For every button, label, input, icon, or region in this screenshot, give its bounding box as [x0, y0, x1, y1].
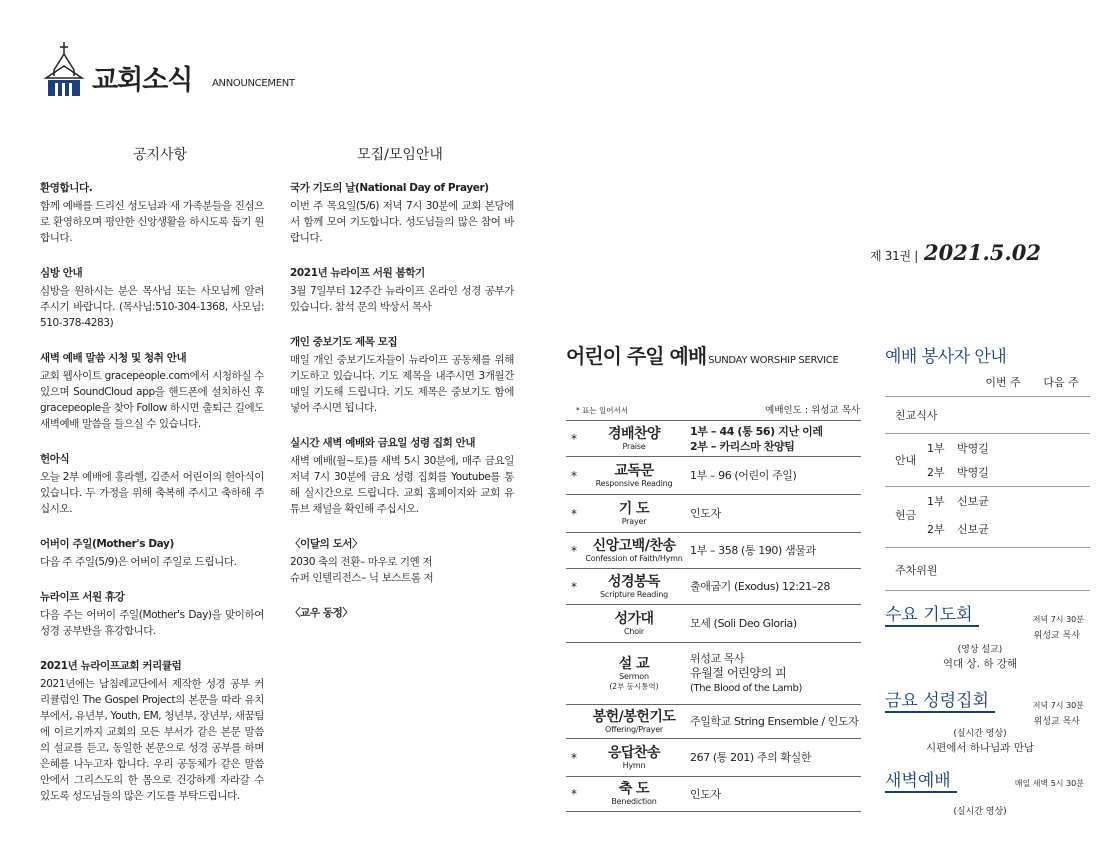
notice-title: 헌아식 [40, 453, 70, 465]
staff-fellowship [885, 397, 1090, 434]
meeting-title: 금요 성령집회 [885, 686, 995, 713]
order-name-en: Confession of Faith/Hymn [585, 553, 683, 563]
order-name: 기 도 [618, 500, 650, 517]
notice-title: 어버이 주일(Mother's Day) [40, 538, 174, 550]
meeting-line: 시편에서 하나님과 만남 [925, 742, 1035, 754]
order-name: 교독문 [614, 462, 654, 479]
order-row [566, 568, 861, 604]
notice-title: 새벽 예배 말씀 시청 및 청취 안내 [40, 352, 187, 364]
usher-name: 박영길 [957, 466, 989, 479]
recruit-title: 〈이달의 도서〉 [290, 538, 363, 550]
order-desc: 주일학교 String Ensemble / 인도자 [690, 715, 859, 728]
order-name: 성가대 [614, 610, 654, 627]
order-name: 경배찬양 [607, 425, 661, 442]
notice-body: 심방을 원하시는 분은 목사님 또는 사모님께 알려 주시기 바랍니다. (목사님:510-304-1368, 사모님: 510-378-4283) [40, 285, 264, 329]
order-name: 신앙고백/찬송 [592, 537, 676, 554]
order-desc: 출애굽기 (Exodus) 12:21–28 [690, 580, 831, 593]
recruit-body: 2030 축의 전환– 마우로 기옌 저 슈퍼 인텔리전스– 닉 보스트롬 저 [290, 556, 434, 584]
meeting-leader: 위성교 목사 [1033, 717, 1080, 727]
church-icon [42, 42, 86, 98]
order-desc: 1부 – 358 (통 190) 샘물과 [690, 544, 816, 557]
next-week-label: 다음 주 [1043, 376, 1079, 389]
order-desc: 모세 (Soli Deo Gloria) [690, 617, 797, 630]
stand-mark: * [571, 543, 577, 558]
offering-name: 신보균 [957, 523, 989, 536]
meeting-title: 새벽예배 [885, 766, 957, 793]
order-name-en: Benediction [611, 797, 657, 806]
order-name-en: Hymn [622, 760, 646, 770]
offering-part: 1부 [927, 495, 945, 508]
order-name-en: Sermon [619, 671, 649, 681]
service-title [566, 340, 839, 369]
staff-offering [885, 487, 1090, 548]
staff-table [885, 370, 1090, 591]
recruit-item [290, 605, 514, 621]
recruit-title: 2021년 뉴라이프 서원 봄학기 [290, 267, 425, 279]
order-row [566, 642, 861, 704]
order-row [566, 494, 861, 532]
order-name: 응답찬송 [607, 744, 661, 761]
recruit-item [290, 334, 514, 416]
notice-item [40, 658, 264, 804]
notice-item [40, 589, 264, 639]
service-subtitle: SUNDAY WORSHIP SERVICE [708, 355, 839, 366]
notice-title: 뉴라이프 서원 휴강 [40, 591, 125, 603]
notice-title: 환영합니다. [40, 182, 93, 194]
staff-usher [885, 434, 1090, 487]
recruit-body: 새벽 예배(월~토)를 새벽 5시 30분에, 매주 금요일 저녁 7시 30분에 금요 성령 집회를 Youtube를 통해 실시간으로 드립니다. 교회 홈페이지와 교회 유튜브 채널을 확인해 주십시오. [290, 455, 514, 515]
page-subtitle: ANNOUNCEMENT [212, 78, 295, 89]
order-row [566, 704, 861, 738]
recruit-title: 개인 중보기도 제목 모집 [290, 336, 398, 348]
order-name-en: Praise [622, 441, 646, 451]
recruit-title: 국가 기도의 날(National Day of Prayer) [290, 182, 489, 194]
stand-mark: * [571, 579, 577, 594]
meeting-title: 수요 기도회 [885, 600, 979, 627]
order-row [566, 456, 861, 494]
order-desc: 유월절 어린양의 피 [690, 666, 787, 680]
wednesday-prayer [885, 600, 1090, 670]
usher-part: 1부 [927, 442, 945, 455]
notice-body: 다음 주는 어버이 주일(Mother's Day)을 맞이하여 성경 공부반을 휴강합니다. [40, 609, 264, 637]
order-name-en: Responsive Reading [595, 478, 673, 488]
service-leader: 예배인도 : 위성교 목사 [765, 405, 860, 416]
order-name: 설 교 [618, 655, 650, 672]
dawn-service [885, 766, 1090, 826]
meeting-line: (영상 설교) [957, 645, 1003, 655]
usher-part: 2부 [927, 466, 945, 479]
notice-body: 다음 주 주일(5/9)은 어버이 주일로 드립니다. [40, 556, 237, 568]
recruit-body: 이번 주 목요일(5/6) 저녁 7시 30분에 교회 본당에서 함께 모여 기도합니다. 성도님들의 많은 참여 바랍니다. [290, 200, 514, 244]
order-name: 축 도 [618, 781, 650, 797]
order-row [566, 532, 861, 568]
order-name-en: Offering/Prayer [604, 724, 664, 734]
recruit-body: 매일 개인 중보기도자들이 뉴라이프 공동체를 위해 기도하고 있습니다. 기도 제목을 내주시면 3개월간 매일 기도해 드립니다. 기도 제목은 중보기도 함에 넣어 주시면 됩니다. [290, 354, 514, 414]
recruit-title: 〈교우 동정〉 [290, 607, 353, 619]
service-title-text: 어린이 주일 예배 [566, 344, 707, 368]
notice-body: 교회 웹사이트 gracepeople.com에서 시청하실 수 있으며 SoundCloud app을 핸드폰에 설치하신 후 gracepeople을 찾아 Follow 하시면 출퇴근 길에도 새벽예배 말씀을 들으실 수 있습니다. [40, 370, 264, 430]
notice-body: 2021년에는 남침례교단에서 제작한 성경 공부 커리큘럼인 The Gospel Project의 본문을 따라 유치부에서, 유년부, Youth, EM, 청년부, 장년부, 새꿈팀에 이르기까지 교회의 모든 부서가 같은 본문 말씀의 설교를 듣고, 동일한 본문으로 성경 공부를 하며 은혜를 나누고자 합니다. 우리 공동체가 같은 말씀 안에서 그리스도의 한 몸으로 건강하게 자라갈 수 있도록 성도님들의 많은 기도를 부탁드립니다. [40, 678, 264, 802]
order-desc: (The Blood of the Lamb) [690, 683, 802, 694]
usher-name: 박영길 [957, 442, 989, 455]
issue-volume: 제 31권 | [870, 249, 919, 263]
staff-parking [885, 548, 1090, 591]
recruit-heading: 모집/모임안내 [357, 147, 443, 163]
order-name: 봉헌/봉헌기도 [592, 708, 676, 725]
fellowship-label: 친교식사 [895, 409, 938, 422]
meeting-time: 매일 새벽 5시 30분 [1014, 779, 1084, 788]
order-name-note: (2부 동시통역) [609, 681, 659, 691]
page-title: 교회소식 [92, 65, 193, 96]
this-week-label: 이번 주 [985, 376, 1021, 389]
stand-mark: * [571, 787, 577, 801]
recruit-item [290, 536, 514, 586]
notice-item [40, 451, 264, 517]
staff-header [885, 370, 1090, 397]
order-name: 성경봉독 [607, 573, 661, 590]
notice-item [40, 265, 264, 331]
stand-mark: * [571, 431, 577, 446]
order-desc: 위성교 목사 [690, 652, 745, 665]
order-name-en: Choir [623, 626, 645, 636]
friday-meeting [885, 686, 1090, 756]
stand-mark: * [571, 750, 577, 765]
recruit-title: 실시간 새벽 예배와 금요일 성령 집회 안내 [290, 437, 476, 449]
issue-info [870, 240, 1041, 265]
meeting-time: 저녁 7시 30분 [1032, 615, 1084, 624]
notices-heading: 공지사항 [132, 147, 188, 163]
notice-title: 심방 안내 [40, 267, 83, 279]
meeting-time: 저녁 7시 30분 [1032, 701, 1084, 710]
parking-label: 주차위원 [895, 564, 938, 577]
meeting-line: (실시간 영상) [953, 729, 1007, 739]
order-desc: 1부 – 96 (어린이 주일) [690, 469, 797, 482]
order-desc: 인도자 [690, 507, 721, 520]
staff-title: 예배 봉사자 안내 [885, 347, 1007, 367]
stand-mark: * [571, 506, 577, 521]
recruit-item [290, 265, 514, 315]
notice-item [40, 180, 264, 246]
meeting-line: (실시간 영상) [953, 807, 1007, 817]
notice-body: 함께 예배를 드리신 성도님과 새 가족분들을 진심으로 환영하오며 평안한 신앙생활을 하시도록 돕기 원합니다. [40, 200, 264, 244]
offering-part: 2부 [927, 523, 945, 536]
offering-name: 신보균 [957, 495, 989, 508]
order-row [566, 738, 861, 776]
notice-title: 2021년 뉴라이프교회 커리큘럼 [40, 660, 182, 672]
meeting-line: 역대 상. 하 강해 [942, 658, 1018, 670]
order-of-worship [566, 420, 861, 812]
order-row [566, 604, 861, 642]
order-desc: 1부 – 44 (통 56) 지난 이레 [690, 424, 823, 438]
order-desc: 2부 – 카리스마 찬양팀 [690, 439, 795, 453]
order-desc: 인도자 [690, 787, 721, 801]
stand-mark: * [571, 468, 577, 483]
order-row [566, 776, 861, 812]
notice-item [40, 350, 264, 432]
usher-label: 안내 [895, 454, 917, 467]
meeting-leader: 위성교 목사 [1033, 631, 1080, 641]
notice-body: 오늘 2부 예배에 홍라헬, 김준서 어린이의 헌아식이 있습니다. 두 가정을 위해 축복해 주시고 축하해 주십시오. [40, 471, 264, 515]
order-row [566, 420, 861, 456]
notices-column [40, 180, 264, 823]
order-name-en: Scripture Reading [600, 589, 668, 599]
recruit-column [290, 180, 514, 640]
offering-label: 헌금 [895, 509, 917, 522]
standing-note: * 표는 일어서서 [576, 406, 628, 415]
issue-date: 2021.5.02 [924, 240, 1041, 265]
notice-item [40, 536, 264, 570]
recruit-body: 3월 7일부터 12주간 뉴라이프 온라인 성경 공부가 있습니다. 참석 문의 박상서 목사 [290, 285, 514, 313]
recruit-item [290, 435, 514, 517]
recruit-item [290, 180, 514, 246]
order-name-en: Prayer [621, 516, 647, 526]
order-desc: 267 (통 201) 주의 확실한 [690, 751, 812, 764]
